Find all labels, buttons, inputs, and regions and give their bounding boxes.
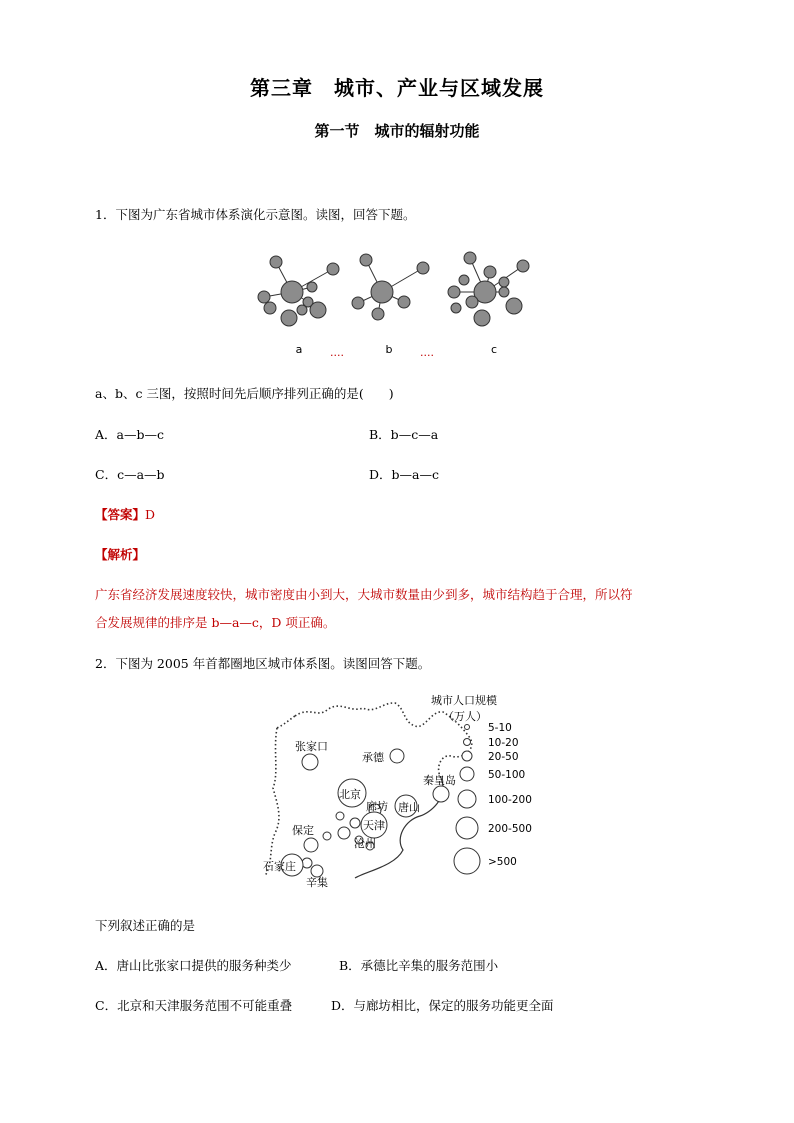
city-chengde: 承德 <box>362 751 384 764</box>
answer-tag: 【答案】 <box>95 507 146 522</box>
city-beijing: 北京 <box>339 788 361 801</box>
figure-a-label: a <box>295 343 303 356</box>
q1-option-b: B．b—c—a <box>369 427 439 442</box>
q1-answer <box>95 505 155 523</box>
figure-b-label: b <box>385 343 393 356</box>
legend-range-5: 100-200 <box>488 794 532 806</box>
q2-option-b: B．承德比辛集的服务范围小 <box>339 958 499 973</box>
legend-title: 城市人口规模 <box>431 694 497 707</box>
analysis-line-2: 合发展规律的排序是 b—a—c，D 项正确。 <box>95 615 336 630</box>
answer-value: D <box>145 507 156 522</box>
figure-c-label: c <box>490 343 498 356</box>
q1-option-d: D．b—a—c <box>369 467 439 482</box>
q1-question: a、b、c 三图，按照时间先后顺序排列正确的是( ) <box>95 386 394 401</box>
city-tangshan: 唐山 <box>398 801 420 814</box>
q2-option-a: A．唐山比张家口提供的服务种类少 <box>95 958 292 973</box>
q2-option-c: C．北京和天津服务范围不可能重叠 <box>95 998 293 1013</box>
legend-unit: （万人） <box>443 710 487 723</box>
analysis-tag: 【解析】 <box>95 547 146 562</box>
section-title: 第一节 城市的辐射功能 <box>314 122 480 140</box>
city-cangzhou: 沧州 <box>354 837 376 850</box>
chapter-title: 第三章 城市、产业与区域发展 <box>250 76 544 100</box>
figure-a <box>258 256 339 326</box>
city-baoding: 保定 <box>292 824 314 837</box>
city-tianjin: 天津 <box>363 819 385 832</box>
legend-range-6: 200-500 <box>488 823 532 835</box>
city-langfang: 廊坊 <box>366 800 388 813</box>
figure-dots-1: .... <box>330 346 344 359</box>
legend-range-1: 5-10 <box>488 722 512 734</box>
capital-region-city-map <box>255 688 545 893</box>
city-system-evolution-figure <box>240 240 550 365</box>
city-shijiazhuang: 石家庄 <box>263 860 296 873</box>
analysis-line-1: 广东省经济发展速度较快，城市密度由小到大，大城市数量由少到多，城市结构趋于合理，所以符 <box>95 587 633 602</box>
legend-range-2: 10-20 <box>488 737 519 749</box>
legend-range-4: 50-100 <box>488 769 526 781</box>
city-qinhuangdao: 秦皇岛 <box>423 774 456 787</box>
legend-range-3: 20-50 <box>488 751 519 763</box>
figure-dots-2: .... <box>420 346 434 359</box>
city-zhangjiakou: 张家口 <box>295 740 328 753</box>
q2-question: 下列叙述正确的是 <box>95 918 196 933</box>
legend-range-7: >500 <box>488 856 517 868</box>
q2-stem: 2．下图为 2005 年首都圈地区城市体系图。读图回答下题。 <box>95 656 431 671</box>
city-xinji: 辛集 <box>306 876 328 889</box>
q1-stem: 1．下图为广东省城市体系演化示意图。读图，回答下题。 <box>95 207 416 222</box>
q1-option-a: A．a—b—c <box>95 427 164 442</box>
figure-c <box>448 252 529 326</box>
q1-option-c: C．c—a—b <box>95 467 165 482</box>
q2-option-d: D．与廊坊相比，保定的服务功能更全面 <box>331 998 554 1013</box>
figure-b <box>352 254 429 320</box>
